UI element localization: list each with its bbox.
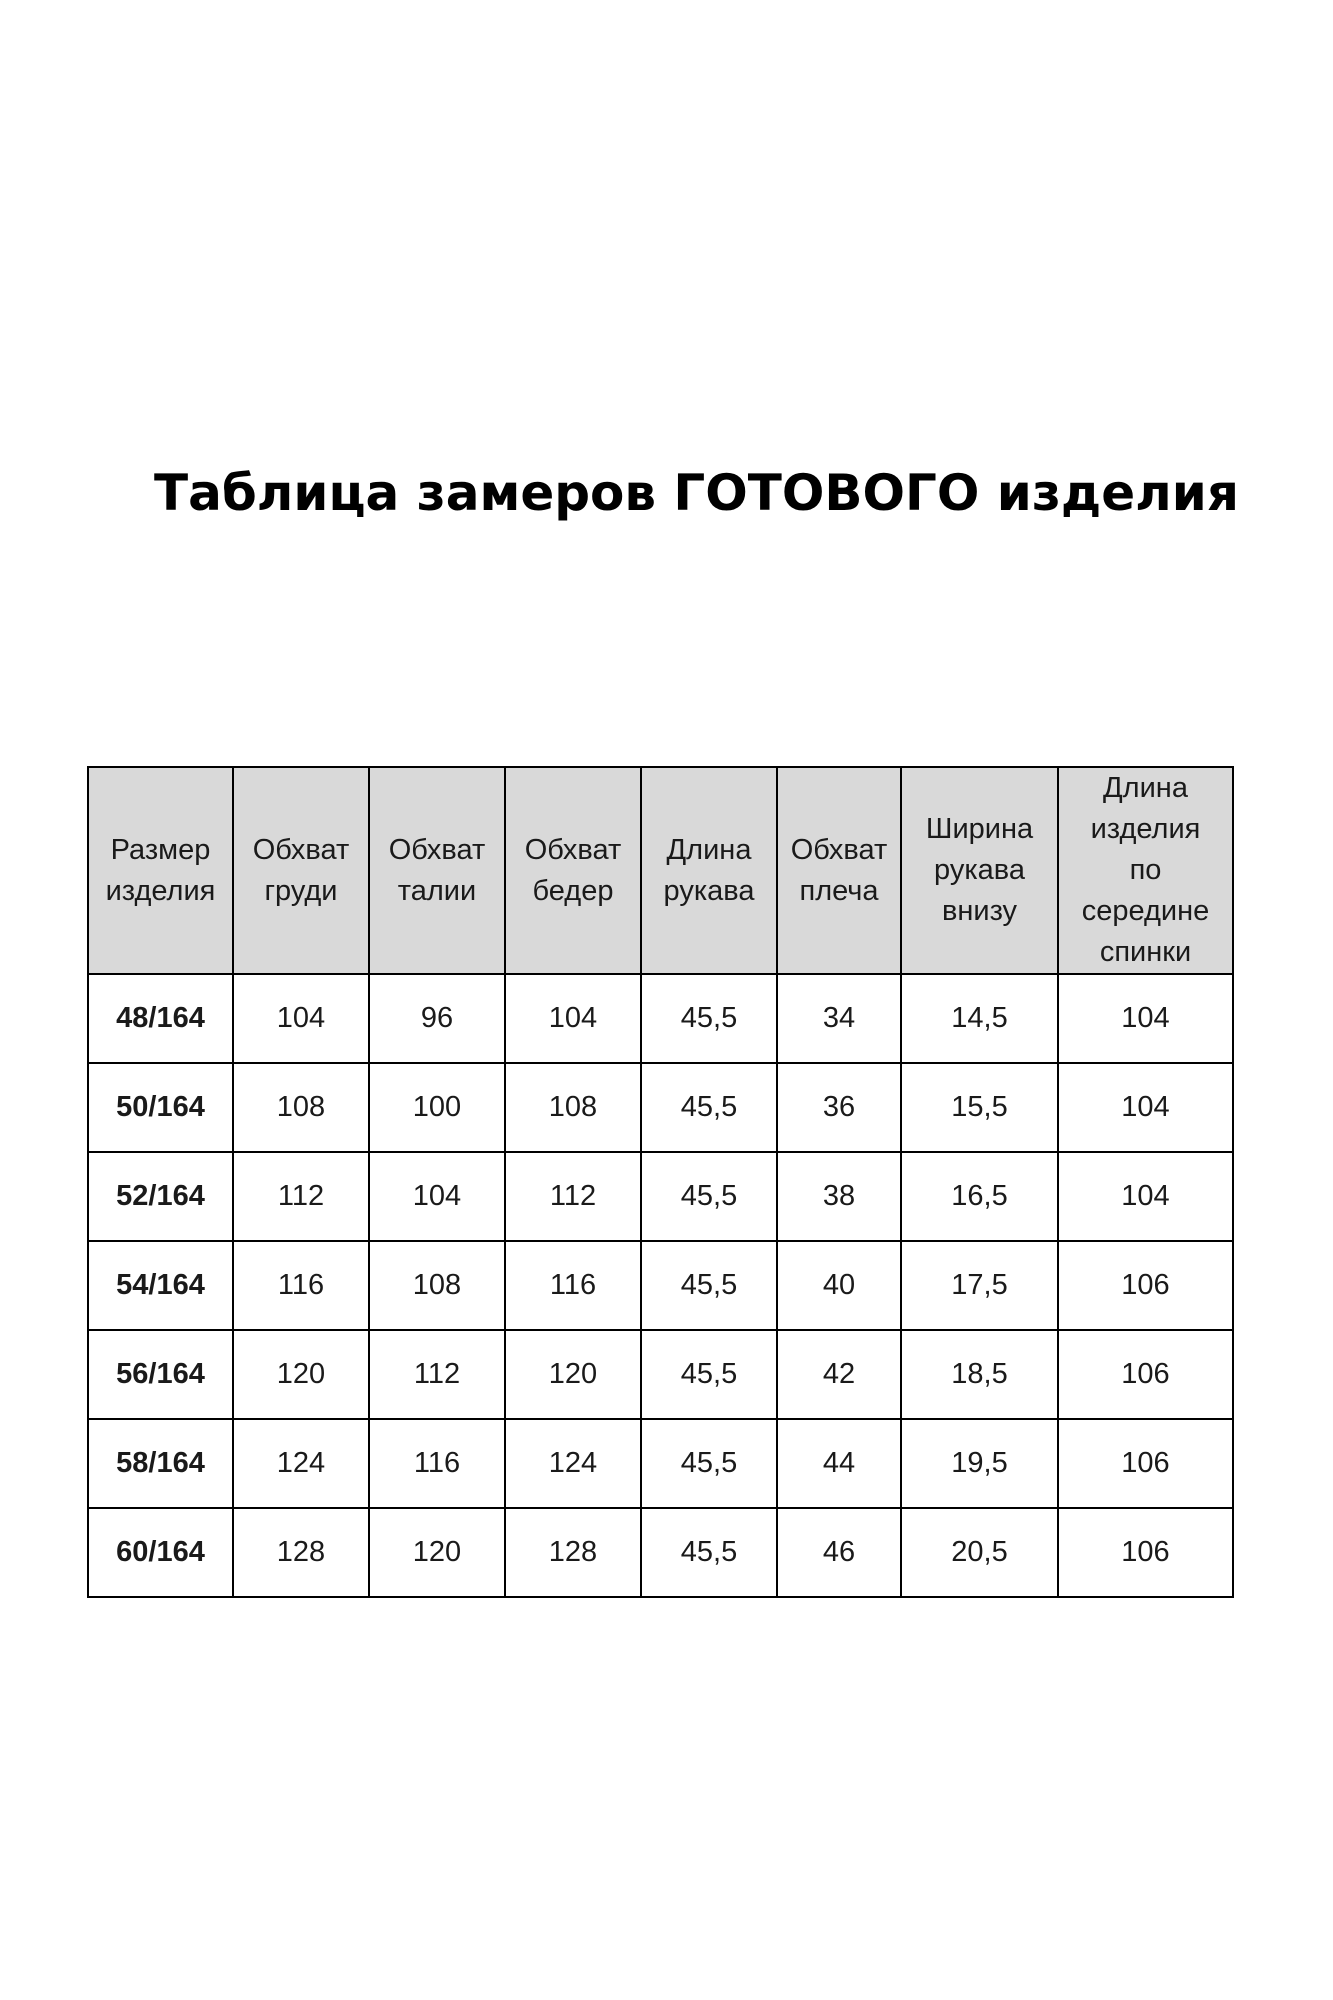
waist-cell: 100 [369, 1063, 505, 1152]
back-length-cell: 106 [1058, 1330, 1233, 1419]
chest-cell: 116 [233, 1241, 369, 1330]
chest-cell: 112 [233, 1152, 369, 1241]
header-shoulder-line: плеча [799, 874, 879, 907]
header-chest-line: Обхват [252, 833, 350, 866]
back-length-cell: 104 [1058, 1063, 1233, 1152]
header-row [88, 767, 1233, 974]
waist-cell: 116 [369, 1419, 505, 1508]
header-back-length-line: изделия [1090, 813, 1201, 845]
sleeve-width-cell: 17,5 [901, 1241, 1058, 1330]
shoulder-cell: 46 [777, 1508, 901, 1597]
chest-cell: 120 [233, 1330, 369, 1419]
header-sleeve-length-line: рукава [663, 874, 755, 907]
sleeve-width-cell: 20,5 [901, 1508, 1058, 1597]
sleeve-length-cell: 45,5 [641, 1241, 777, 1330]
header-chest-line: груди [264, 874, 338, 907]
hips-cell: 128 [505, 1508, 641, 1597]
header-back-length [1058, 767, 1233, 974]
shoulder-cell: 38 [777, 1152, 901, 1241]
page-title: Таблица замеров ГОТОВОГО изделия [154, 464, 1239, 522]
shoulder-cell: 40 [777, 1241, 901, 1330]
table-row [88, 1241, 1233, 1330]
chest-cell: 104 [233, 974, 369, 1063]
size-table [87, 766, 1234, 1598]
table-row [88, 974, 1233, 1063]
header-shoulder [777, 767, 901, 974]
table-row [88, 1508, 1233, 1597]
header-sleeve-width [901, 767, 1058, 974]
waist-cell: 112 [369, 1330, 505, 1419]
chest-cell: 124 [233, 1419, 369, 1508]
header-sleeve-width-line: рукава [934, 854, 1025, 886]
waist-cell: 108 [369, 1241, 505, 1330]
sleeve-width-cell: 14,5 [901, 974, 1058, 1063]
size-cell: 50/164 [88, 1063, 233, 1152]
chest-cell: 108 [233, 1063, 369, 1152]
header-sleeve-width-line: Ширина [925, 813, 1034, 845]
chest-cell: 128 [233, 1508, 369, 1597]
waist-cell: 96 [369, 974, 505, 1063]
shoulder-cell: 42 [777, 1330, 901, 1419]
hips-cell: 124 [505, 1419, 641, 1508]
back-length-cell: 106 [1058, 1241, 1233, 1330]
header-chest [233, 767, 369, 974]
size-cell: 52/164 [88, 1152, 233, 1241]
header-sleeve-length-line: Длина [666, 833, 752, 866]
table-row [88, 1152, 1233, 1241]
size-cell: 54/164 [88, 1241, 233, 1330]
header-back-length-line: спинки [1099, 936, 1192, 968]
size-cell: 60/164 [88, 1508, 233, 1597]
size-cell: 58/164 [88, 1419, 233, 1508]
shoulder-cell: 34 [777, 974, 901, 1063]
waist-cell: 104 [369, 1152, 505, 1241]
table-row [88, 1063, 1233, 1152]
hips-cell: 108 [505, 1063, 641, 1152]
back-length-cell: 106 [1058, 1508, 1233, 1597]
hips-cell: 116 [505, 1241, 641, 1330]
header-size-line: Размер [110, 833, 211, 866]
sleeve-length-cell: 45,5 [641, 974, 777, 1063]
waist-cell: 120 [369, 1508, 505, 1597]
size-cell: 48/164 [88, 974, 233, 1063]
sleeve-width-cell: 18,5 [901, 1330, 1058, 1419]
header-waist-line: талии [397, 874, 477, 907]
header-back-length-line: по [1129, 854, 1162, 886]
header-back-length-line: середине [1081, 895, 1210, 927]
header-size-line: изделия [105, 874, 216, 907]
header-hips-line: бедер [532, 874, 614, 907]
sleeve-width-cell: 15,5 [901, 1063, 1058, 1152]
header-size [88, 767, 233, 974]
sleeve-length-cell: 45,5 [641, 1063, 777, 1152]
hips-cell: 104 [505, 974, 641, 1063]
table-row [88, 1419, 1233, 1508]
header-sleeve-length [641, 767, 777, 974]
sleeve-length-cell: 45,5 [641, 1152, 777, 1241]
back-length-cell: 106 [1058, 1419, 1233, 1508]
header-hips [505, 767, 641, 974]
sleeve-width-cell: 16,5 [901, 1152, 1058, 1241]
shoulder-cell: 44 [777, 1419, 901, 1508]
header-back-length-line: Длина [1103, 772, 1188, 804]
back-length-cell: 104 [1058, 974, 1233, 1063]
header-waist-line: Обхват [388, 833, 486, 866]
hips-cell: 120 [505, 1330, 641, 1419]
sleeve-length-cell: 45,5 [641, 1419, 777, 1508]
header-shoulder-line: Обхват [790, 833, 888, 866]
sleeve-width-cell: 19,5 [901, 1419, 1058, 1508]
sleeve-length-cell: 45,5 [641, 1330, 777, 1419]
size-cell: 56/164 [88, 1330, 233, 1419]
sleeve-length-cell: 45,5 [641, 1508, 777, 1597]
header-sleeve-width-line: внизу [941, 895, 1018, 927]
shoulder-cell: 36 [777, 1063, 901, 1152]
header-waist [369, 767, 505, 974]
table-row [88, 1330, 1233, 1419]
back-length-cell: 104 [1058, 1152, 1233, 1241]
hips-cell: 112 [505, 1152, 641, 1241]
header-hips-line: Обхват [524, 833, 622, 866]
